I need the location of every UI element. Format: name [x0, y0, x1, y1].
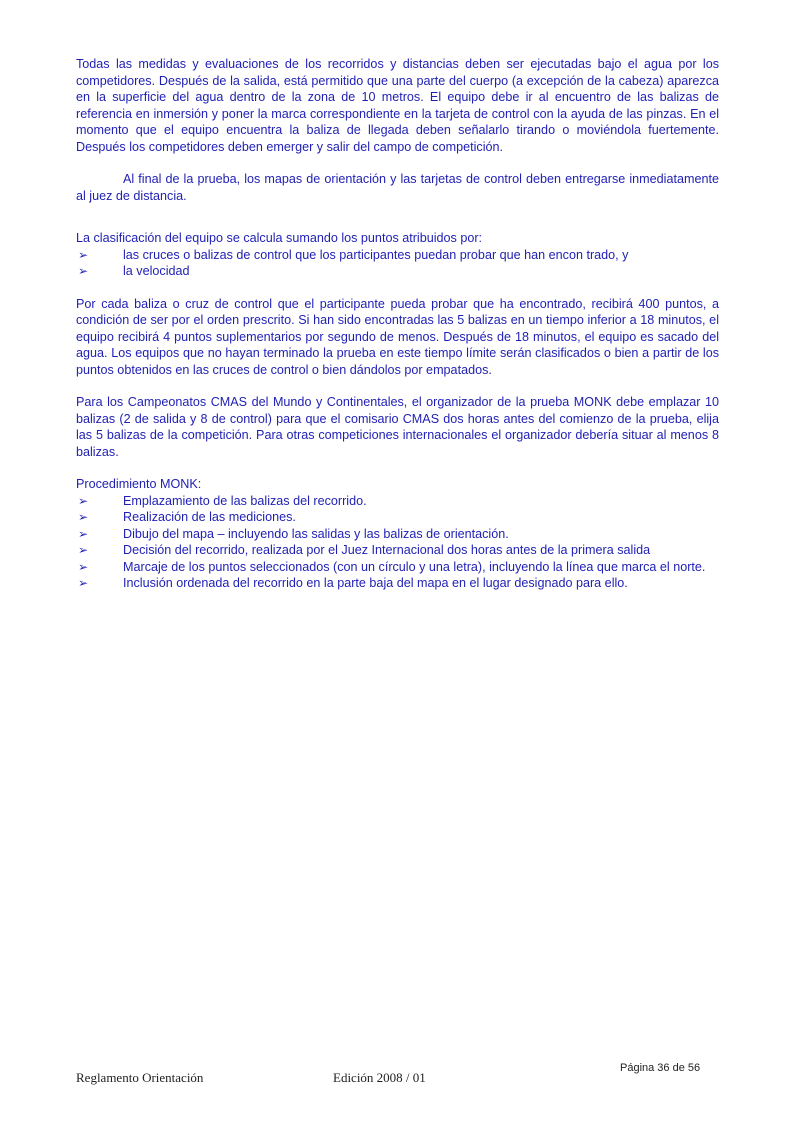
list-item-text: Inclusión ordenada del recorrido en la parte baja del mapa en el lugar designado para ello. [123, 576, 628, 590]
list-item [76, 493, 719, 510]
arrow-bullet-icon: ➢ [78, 559, 89, 574]
list-item-text: Realización de las mediciones. [123, 510, 296, 524]
arrow-bullet-icon: ➢ [78, 247, 89, 262]
list-item-text: Emplazamiento de las balizas del recorrido. [123, 493, 367, 508]
footer-edition: Edición 2008 / 01 [333, 1070, 426, 1085]
list-item [76, 509, 719, 526]
list-item [76, 526, 719, 543]
list-item-text: la velocidad [123, 264, 190, 278]
arrow-bullet-icon: ➢ [78, 576, 89, 590]
arrow-bullet-icon: ➢ [78, 543, 89, 557]
arrow-bullet-icon: ➢ [78, 526, 89, 541]
paragraph-end-of-test: Al final de la prueba, los mapas de orientación y las tarjetas de control deben entregarse inmediatamente al juez de distancia. [76, 172, 719, 203]
list-item [76, 542, 719, 559]
footer-page-number: Página 36 de 56 [620, 1062, 701, 1074]
procedure-heading: Procedimiento MONK: [76, 477, 202, 491]
list-item [76, 575, 719, 592]
arrow-bullet-icon: ➢ [78, 510, 89, 524]
classification-criteria-list [76, 247, 719, 280]
paragraph-championships: Para los Campeonatos CMAS del Mundo y Continentales, el organizador de la prueba MONK debe emplazar 10 balizas (2 de salida y 8 de control) para que el comisario CMAS dos horas antes del comienzo de la prueba, elija las 5 balizas de la competición. Para otras competiciones internacionales el organizador debería situar al menos 8 balizas. [76, 395, 719, 459]
arrow-bullet-icon: ➢ [78, 264, 89, 278]
list-item [76, 263, 719, 280]
paragraph-classification: La clasificación del equipo se calcula sumando los puntos atribuidos por: [76, 231, 483, 245]
page-body [76, 56, 719, 592]
paragraph-scoring: Por cada baliza o cruz de control que el participante pueda probar que ha encontrado, recibirá 400 puntos, a condición de ser por el orden prescrito. Si han sido encontradas las 5 balizas en un tiempo inferior a 18 minutos, el equipo recibirá 4 puntos suplementarios por segundo de menos. Después de 18 minutos, el equipo es sacado del agua. Los equipos que no hayan terminado la prueba en este tiempo límite serán clasificados o bien a partir de los puntos obtenidos en las cruces de control o bien dándolos por empatados. [76, 296, 719, 377]
paragraph-underwater-rules: Todas las medidas y evaluaciones de los recorridos y distancias deben ser ejecutadas bajo el agua por los competidores. Después de la salida, está permitido que una parte del cuerpo (a excepción de la cabeza) aparezca en la superficie del agua dentro de la zona de 10 metros. El equipo debe ir al encuentro de las balizas de referencia en inmersión y poner la marca correspondiente en la tarjeta de control con la ayuda de las pinzas. En el momento que el equipo encuentra la baliza de llegada deben señalarlo tirando o moviéndola fuertemente. Después los competidores deben emerger y salir del campo de competición. [76, 57, 719, 154]
list-item [76, 559, 719, 576]
footer-document-title: Reglamento Orientación [76, 1070, 204, 1085]
list-item-text: Marcaje de los puntos seleccionados (con un círculo y una letra), incluyendo la línea que marca el norte. [123, 559, 706, 574]
procedure-list [76, 493, 719, 592]
arrow-bullet-icon: ➢ [78, 493, 89, 508]
list-item-text: las cruces o balizas de control que los participantes puedan probar que han encon trado, y [123, 247, 629, 262]
list-item [76, 247, 719, 264]
list-item-text: Dibujo del mapa – incluyendo las salidas y las balizas de orientación. [123, 526, 509, 541]
list-item-text: Decisión del recorrido, realizada por el Juez Internacional dos horas antes de la primera salida [123, 543, 651, 557]
